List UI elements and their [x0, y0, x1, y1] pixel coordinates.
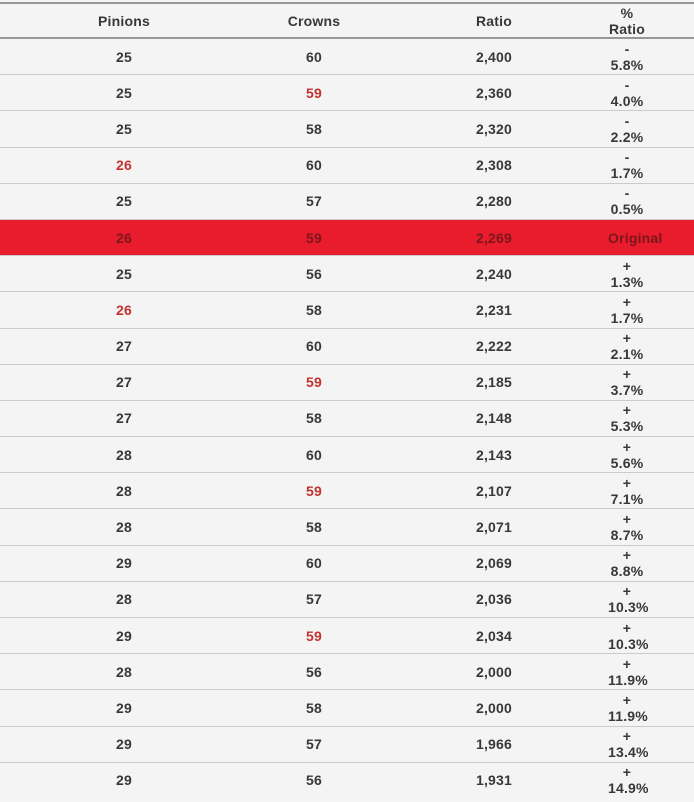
cell-ratio: 2,308: [380, 147, 608, 183]
table-row: [0, 111, 694, 147]
cell-crowns: 60: [248, 545, 380, 581]
cell-pct: + 2.1%: [608, 328, 694, 364]
cell-pinions: 27: [0, 400, 248, 436]
table-row: [0, 75, 694, 111]
gear-ratio-table: [0, 2, 694, 798]
cell-pct: - 5.8%: [608, 38, 694, 75]
table-row: [0, 762, 694, 798]
cell-ratio: 2,000: [380, 690, 608, 726]
cell-ratio: 2,360: [380, 75, 608, 111]
cell-pinions: 26: [0, 292, 248, 328]
cell-crowns: 57: [248, 726, 380, 762]
cell-crowns: 60: [248, 437, 380, 473]
cell-pct: Original: [608, 219, 694, 255]
cell-pinions: 29: [0, 726, 248, 762]
table-body: [0, 38, 694, 798]
cell-pinions: 28: [0, 437, 248, 473]
cell-ratio: 2,143: [380, 437, 608, 473]
table-row: [0, 328, 694, 364]
table-row: [0, 618, 694, 654]
cell-pinions: 25: [0, 38, 248, 75]
cell-ratio: 2,071: [380, 509, 608, 545]
cell-crowns: 57: [248, 581, 380, 617]
cell-crowns: 59: [248, 364, 380, 400]
cell-crowns: 58: [248, 509, 380, 545]
cell-pct: + 10.3%: [608, 618, 694, 654]
cell-ratio: 2,280: [380, 183, 608, 219]
cell-pct: + 8.7%: [608, 509, 694, 545]
cell-ratio: 2,400: [380, 38, 608, 75]
cell-pct: + 11.9%: [608, 654, 694, 690]
table-row: [0, 292, 694, 328]
cell-pct: - 4.0%: [608, 75, 694, 111]
cell-ratio: 2,222: [380, 328, 608, 364]
cell-ratio: 2,069: [380, 545, 608, 581]
cell-pct: + 5.6%: [608, 437, 694, 473]
cell-pinions: 28: [0, 509, 248, 545]
cell-pct: + 10.3%: [608, 581, 694, 617]
cell-ratio: 2,036: [380, 581, 608, 617]
cell-pinions: 29: [0, 618, 248, 654]
cell-ratio: 2,231: [380, 292, 608, 328]
cell-pinions: 25: [0, 183, 248, 219]
cell-crowns: 56: [248, 762, 380, 798]
cell-crowns: 58: [248, 690, 380, 726]
cell-crowns: 57: [248, 183, 380, 219]
table-row: [0, 654, 694, 690]
cell-pinions: 29: [0, 545, 248, 581]
cell-pct: + 11.9%: [608, 690, 694, 726]
cell-pinions: 25: [0, 75, 248, 111]
table-row: [0, 147, 694, 183]
cell-crowns: 60: [248, 147, 380, 183]
table-row: [0, 545, 694, 581]
cell-pct: - 1.7%: [608, 147, 694, 183]
cell-pct: + 5.3%: [608, 400, 694, 436]
cell-pinions: 28: [0, 654, 248, 690]
table-row: [0, 256, 694, 292]
cell-crowns: 56: [248, 256, 380, 292]
cell-ratio: 1,931: [380, 762, 608, 798]
table-row: [0, 509, 694, 545]
cell-crowns: 59: [248, 219, 380, 255]
cell-ratio: 2,107: [380, 473, 608, 509]
cell-ratio: 2,185: [380, 364, 608, 400]
table-row: [0, 690, 694, 726]
cell-crowns: 60: [248, 328, 380, 364]
cell-pct: + 1.7%: [608, 292, 694, 328]
col-header-pinions: Pinions: [0, 3, 248, 38]
cell-ratio: 2,148: [380, 400, 608, 436]
cell-pct: + 7.1%: [608, 473, 694, 509]
table-row: [0, 400, 694, 436]
cell-crowns: 58: [248, 400, 380, 436]
cell-pinions: 28: [0, 581, 248, 617]
col-header-crowns: Crowns: [248, 3, 380, 38]
cell-pinions: 29: [0, 690, 248, 726]
cell-pct: - 2.2%: [608, 111, 694, 147]
cell-pinions: 27: [0, 328, 248, 364]
cell-pinions: 27: [0, 364, 248, 400]
table-row-original: [0, 219, 694, 255]
cell-ratio: 2,240: [380, 256, 608, 292]
cell-crowns: 59: [248, 473, 380, 509]
table-row: [0, 473, 694, 509]
cell-pinions: 28: [0, 473, 248, 509]
cell-ratio: 2,320: [380, 111, 608, 147]
table-header: [0, 3, 694, 38]
gear-ratio-table-container: [0, 2, 694, 802]
cell-pct: + 13.4%: [608, 726, 694, 762]
table-row: [0, 183, 694, 219]
cell-crowns: 56: [248, 654, 380, 690]
cell-pinions: 25: [0, 256, 248, 292]
table-row: [0, 38, 694, 75]
cell-pinions: 29: [0, 762, 248, 798]
cell-pct: + 3.7%: [608, 364, 694, 400]
cell-pct: + 14.9%: [608, 762, 694, 798]
cell-crowns: 58: [248, 292, 380, 328]
cell-crowns: 60: [248, 38, 380, 75]
table-row: [0, 726, 694, 762]
cell-pct: + 1.3%: [608, 256, 694, 292]
header-row: [0, 3, 694, 38]
cell-pinions: 26: [0, 219, 248, 255]
cell-ratio: 2,269: [380, 219, 608, 255]
col-header-pct: % Ratio: [608, 3, 694, 38]
cell-crowns: 59: [248, 618, 380, 654]
table-row: [0, 437, 694, 473]
cell-crowns: 59: [248, 75, 380, 111]
col-header-ratio: Ratio: [380, 3, 608, 38]
cell-pinions: 26: [0, 147, 248, 183]
cell-pct: + 8.8%: [608, 545, 694, 581]
cell-ratio: 2,000: [380, 654, 608, 690]
table-row: [0, 364, 694, 400]
cell-ratio: 2,034: [380, 618, 608, 654]
table-row: [0, 581, 694, 617]
cell-pct: - 0.5%: [608, 183, 694, 219]
cell-pinions: 25: [0, 111, 248, 147]
cell-ratio: 1,966: [380, 726, 608, 762]
cell-crowns: 58: [248, 111, 380, 147]
